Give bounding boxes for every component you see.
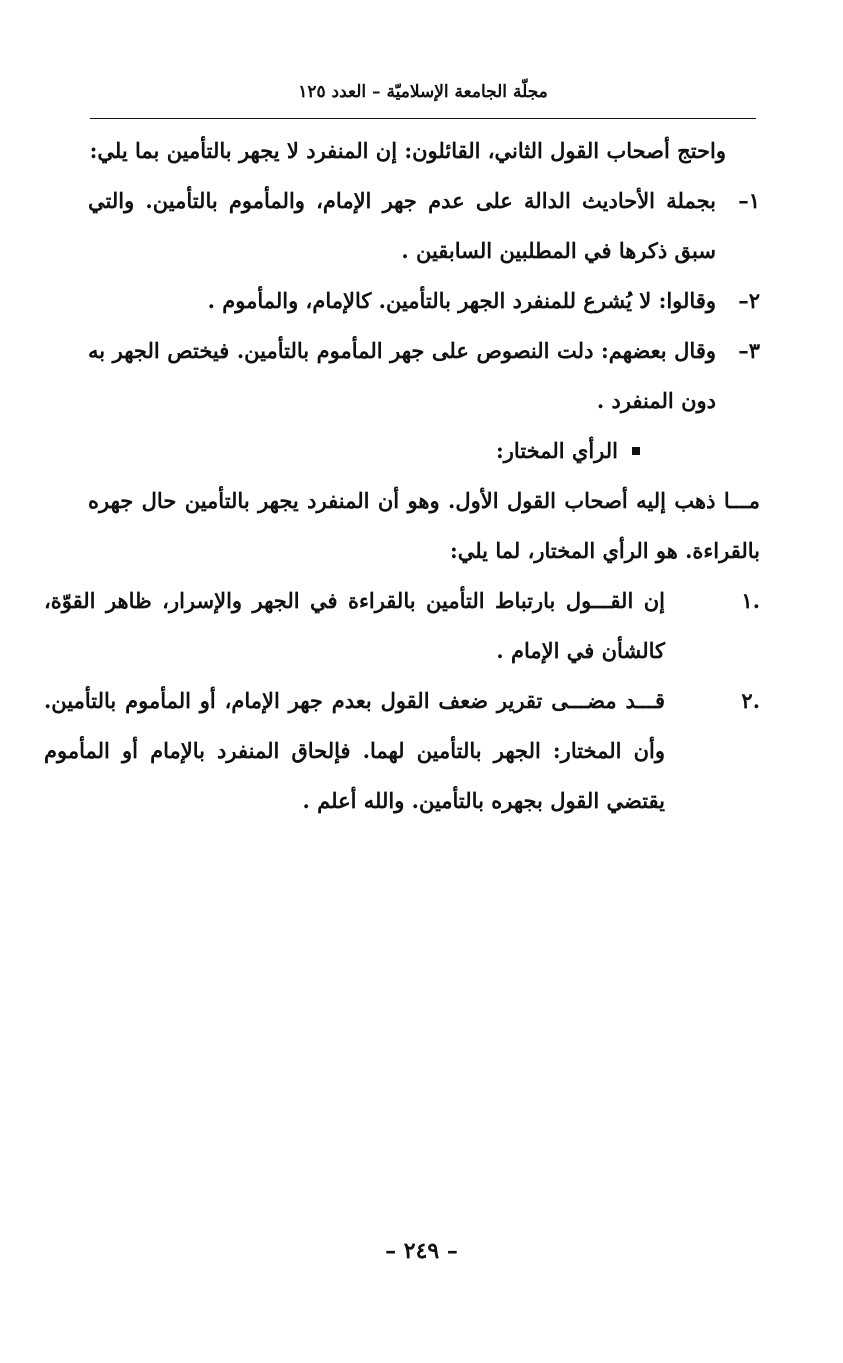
list-item — [44, 676, 760, 826]
list-item-text: وقالوا: لا يُشرع للمنفرد الجهر بالتأمين. كالإمام، والمأموم . — [207, 288, 716, 313]
list-item-number: ٣– — [738, 338, 760, 363]
list-item-text: قـــد مضـــى تقرير ضعف القول بعدم جهر الإمام، أو المأموم بالتأمين. وأن المختار: الجهر بالتأمين لهما. فإلحاق المنفرد بالإمام أو المأموم يقتضي القول بجهره بالتأمين. والله أعلم . — [44, 688, 665, 813]
list-item — [88, 176, 760, 276]
list-item-text: إن القـــول بارتباط التأمين بالقراءة في الجهر والإسرار، ظاهر القوّة، كالشأن في الإمام . — [44, 588, 665, 663]
square-bullet-icon — [632, 447, 640, 455]
subheading — [88, 426, 760, 476]
list-item — [88, 326, 760, 426]
article-body — [44, 126, 760, 826]
list-item-number: .١ — [741, 588, 760, 613]
list-item-text: بجملة الأحاديث الدالة على عدم جهر الإمام، والمأموم بالتأمين. والتي سبق ذكرها في المطلبين السابقين . — [88, 188, 716, 263]
list-item-text: وقال بعضهم: دلت النصوص على جهر المأموم بالتأمين. فيختص الجهر به دون المنفرد . — [88, 338, 716, 413]
chosen-opinion-paragraph: مـــا ذهب إليه أصحاب القول الأول. وهو أن المنفرد يجهر بالتأمين حال جهره بالقراءة. هو الرأي المختار، لما يلي: — [88, 488, 760, 563]
page-number: – ٢٤٩ – — [385, 1238, 458, 1264]
list-item-number: ٢– — [738, 288, 760, 313]
list-item — [88, 276, 760, 326]
list-item-number: ١– — [738, 188, 760, 213]
list-item-number: .٢ — [741, 688, 760, 713]
running-header: مجلّة الجامعة الإسلاميّة – العدد ١٢٥ — [298, 82, 548, 102]
list-item — [44, 576, 760, 676]
intro-paragraph: واحتج أصحاب القول الثاني، القائلون: إن المنفرد لا يجهر بالتأمين بما يلي: — [89, 138, 726, 163]
subheading-text: الرأي المختار: — [496, 438, 618, 463]
header-rule — [90, 118, 756, 119]
